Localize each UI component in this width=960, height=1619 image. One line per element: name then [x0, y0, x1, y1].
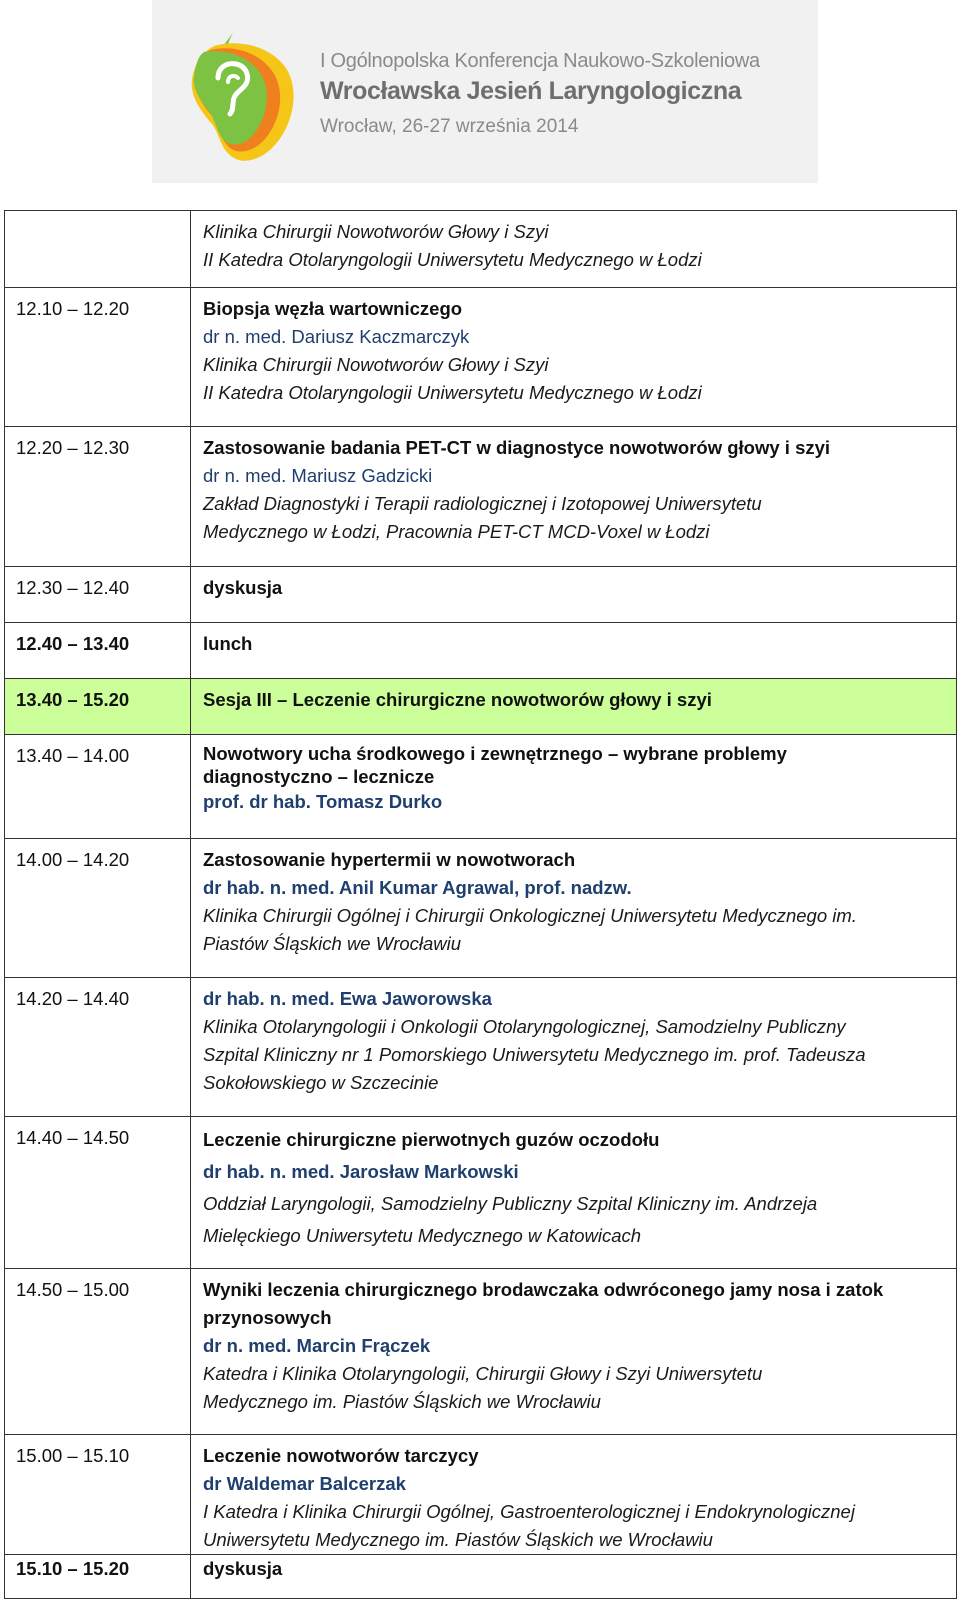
session-cell	[191, 1435, 957, 1555]
speaker: dr hab. n. med. Jarosław Markowski	[203, 1161, 519, 1182]
speaker: prof. dr hab. Tomasz Durko	[203, 791, 443, 812]
time-cell	[5, 1269, 191, 1435]
talk-title: Leczenie chirurgiczne pierwotnych guzów oczodołu	[203, 1129, 660, 1150]
time-slot: 12.30 – 12.40	[16, 577, 130, 598]
session-cell	[191, 978, 957, 1117]
talk-title: Biopsja węzła wartowniczego	[203, 298, 463, 319]
table-row	[5, 1117, 957, 1269]
conference-name: I Ogólnopolska Konferencja Naukowo-Szkoleniowa	[320, 50, 760, 72]
time-cell	[5, 679, 191, 735]
affiliation: I Katedra i Klinika Chirurgii Ogólnej, Gastroenterologicznej i Endokrynologicznej	[203, 1501, 855, 1522]
ear-leaf-logo-icon	[174, 22, 309, 162]
conference-banner	[152, 0, 818, 183]
session-cell	[191, 288, 957, 427]
time-slot: 14.00 – 14.20	[16, 849, 130, 870]
affiliation: Uniwersytetu Medycznego im. Piastów Śląskich we Wrocławiu	[203, 1529, 713, 1550]
table-row	[5, 1435, 957, 1555]
session-title: Sesja III – Leczenie chirurgiczne nowotworów głowy i szyi	[203, 689, 712, 710]
affiliation: Klinika Chirurgii Nowotworów Głowy i Szyi	[203, 354, 549, 375]
conference-title: Wrocławska Jesień Laryngologiczna	[320, 77, 742, 105]
session-header-row	[5, 679, 957, 735]
session-cell	[191, 1117, 957, 1269]
affiliation: II Katedra Otolaryngologii Uniwersytetu Medycznego w Łodzi	[203, 249, 702, 270]
time-cell	[5, 735, 191, 839]
time-slot: 15.00 – 15.10	[16, 1445, 130, 1466]
table-row	[5, 1269, 957, 1435]
time-cell	[5, 839, 191, 978]
time-cell	[5, 1435, 191, 1555]
time-cell	[5, 1117, 191, 1269]
time-cell	[5, 623, 191, 679]
talk-title: przynosowych	[203, 1307, 332, 1328]
time-slot: 12.20 – 12.30	[16, 437, 130, 458]
time-cell	[5, 567, 191, 623]
affiliation: Klinika Chirurgii Ogólnej i Chirurgii Onkologicznej Uniwersytetu Medycznego im.	[203, 905, 857, 926]
talk-title: diagnostyczno – lecznicze	[203, 766, 435, 787]
table-row	[5, 978, 957, 1117]
time-slot: 12.40 – 13.40	[16, 633, 130, 654]
affiliation: Szpital Kliniczny nr 1 Pomorskiego Uniwersytetu Medycznego im. prof. Tadeusza	[203, 1044, 866, 1065]
session-cell	[191, 1555, 957, 1599]
affiliation: Klinika Chirurgii Nowotworów Głowy i Szyi	[203, 221, 549, 242]
time-cell	[5, 211, 191, 288]
conference-date: Wrocław, 26-27 września 2014	[320, 116, 579, 137]
speaker: dr hab. n. med. Anil Kumar Agrawal, prof. nadzw.	[203, 877, 632, 898]
talk-title: Nowotwory ucha środkowego i zewnętrznego – wybrane problemy	[203, 743, 787, 764]
table-row	[5, 427, 957, 567]
break-label: lunch	[203, 633, 253, 654]
affiliation: Medycznego w Łodzi, Pracownia PET-CT MCD-Voxel w Łodzi	[203, 521, 710, 542]
talk-title: Leczenie nowotworów tarczycy	[203, 1445, 479, 1466]
table-row	[5, 735, 957, 839]
break-label: dyskusja	[203, 577, 283, 598]
table-row	[5, 1555, 957, 1599]
affiliation: II Katedra Otolaryngologii Uniwersytetu Medycznego w Łodzi	[203, 382, 702, 403]
table-row	[5, 839, 957, 978]
affiliation: Mielęckiego Uniwersytetu Medycznego w Katowicach	[203, 1225, 642, 1246]
time-slot: 15.10 – 15.20	[16, 1558, 130, 1579]
time-slot: 14.50 – 15.00	[16, 1279, 130, 1300]
time-slot: 13.40 – 14.00	[16, 745, 130, 766]
affiliation: Klinika Otolaryngologii i Onkologii Otolaryngologicznej, Samodzielny Publiczny	[203, 1016, 846, 1037]
affiliation: Sokołowskiego w Szczecinie	[203, 1072, 439, 1093]
schedule-table	[4, 210, 957, 1599]
speaker: dr n. med. Dariusz Kaczmarczyk	[203, 326, 470, 347]
session-cell	[191, 211, 957, 288]
session-cell	[191, 839, 957, 978]
talk-title: Wyniki leczenia chirurgicznego brodawczaka odwróconego jamy nosa i zatok	[203, 1279, 884, 1300]
time-cell	[5, 288, 191, 427]
time-slot: 13.40 – 15.20	[16, 689, 130, 710]
time-cell	[5, 978, 191, 1117]
affiliation: Zakład Diagnostyki i Terapii radiologicznej i Izotopowej Uniwersytetu	[203, 493, 762, 514]
table-row	[5, 567, 957, 623]
speaker: dr Waldemar Balcerzak	[203, 1473, 406, 1494]
speaker: dr n. med. Marcin Frączek	[203, 1335, 431, 1356]
talk-title: Zastosowanie hypertermii w nowotworach	[203, 849, 576, 870]
session-cell	[191, 427, 957, 567]
time-cell	[5, 427, 191, 567]
session-cell	[191, 679, 957, 735]
session-cell	[191, 1269, 957, 1435]
table-row	[5, 211, 957, 288]
talk-title: Zastosowanie badania PET-CT w diagnostyce nowotworów głowy i szyi	[203, 437, 831, 458]
table-row	[5, 623, 957, 679]
time-slot: 14.40 – 14.50	[16, 1127, 130, 1148]
time-cell	[5, 1555, 191, 1599]
session-cell	[191, 567, 957, 623]
session-cell	[191, 735, 957, 839]
session-cell	[191, 623, 957, 679]
affiliation: Piastów Śląskich we Wrocławiu	[203, 933, 462, 954]
affiliation: Medycznego im. Piastów Śląskich we Wrocławiu	[203, 1391, 601, 1412]
affiliation: Oddział Laryngologii, Samodzielny Publiczny Szpital Kliniczny im. Andrzeja	[203, 1193, 818, 1214]
time-slot: 14.20 – 14.40	[16, 988, 130, 1009]
break-label: dyskusja	[203, 1558, 283, 1579]
speaker: dr hab. n. med. Ewa Jaworowska	[203, 988, 492, 1009]
affiliation: Katedra i Klinika Otolaryngologii, Chirurgii Głowy i Szyi Uniwersytetu	[203, 1363, 763, 1384]
table-row	[5, 288, 957, 427]
speaker: dr n. med. Mariusz Gadzicki	[203, 465, 433, 486]
time-slot: 12.10 – 12.20	[16, 298, 130, 319]
